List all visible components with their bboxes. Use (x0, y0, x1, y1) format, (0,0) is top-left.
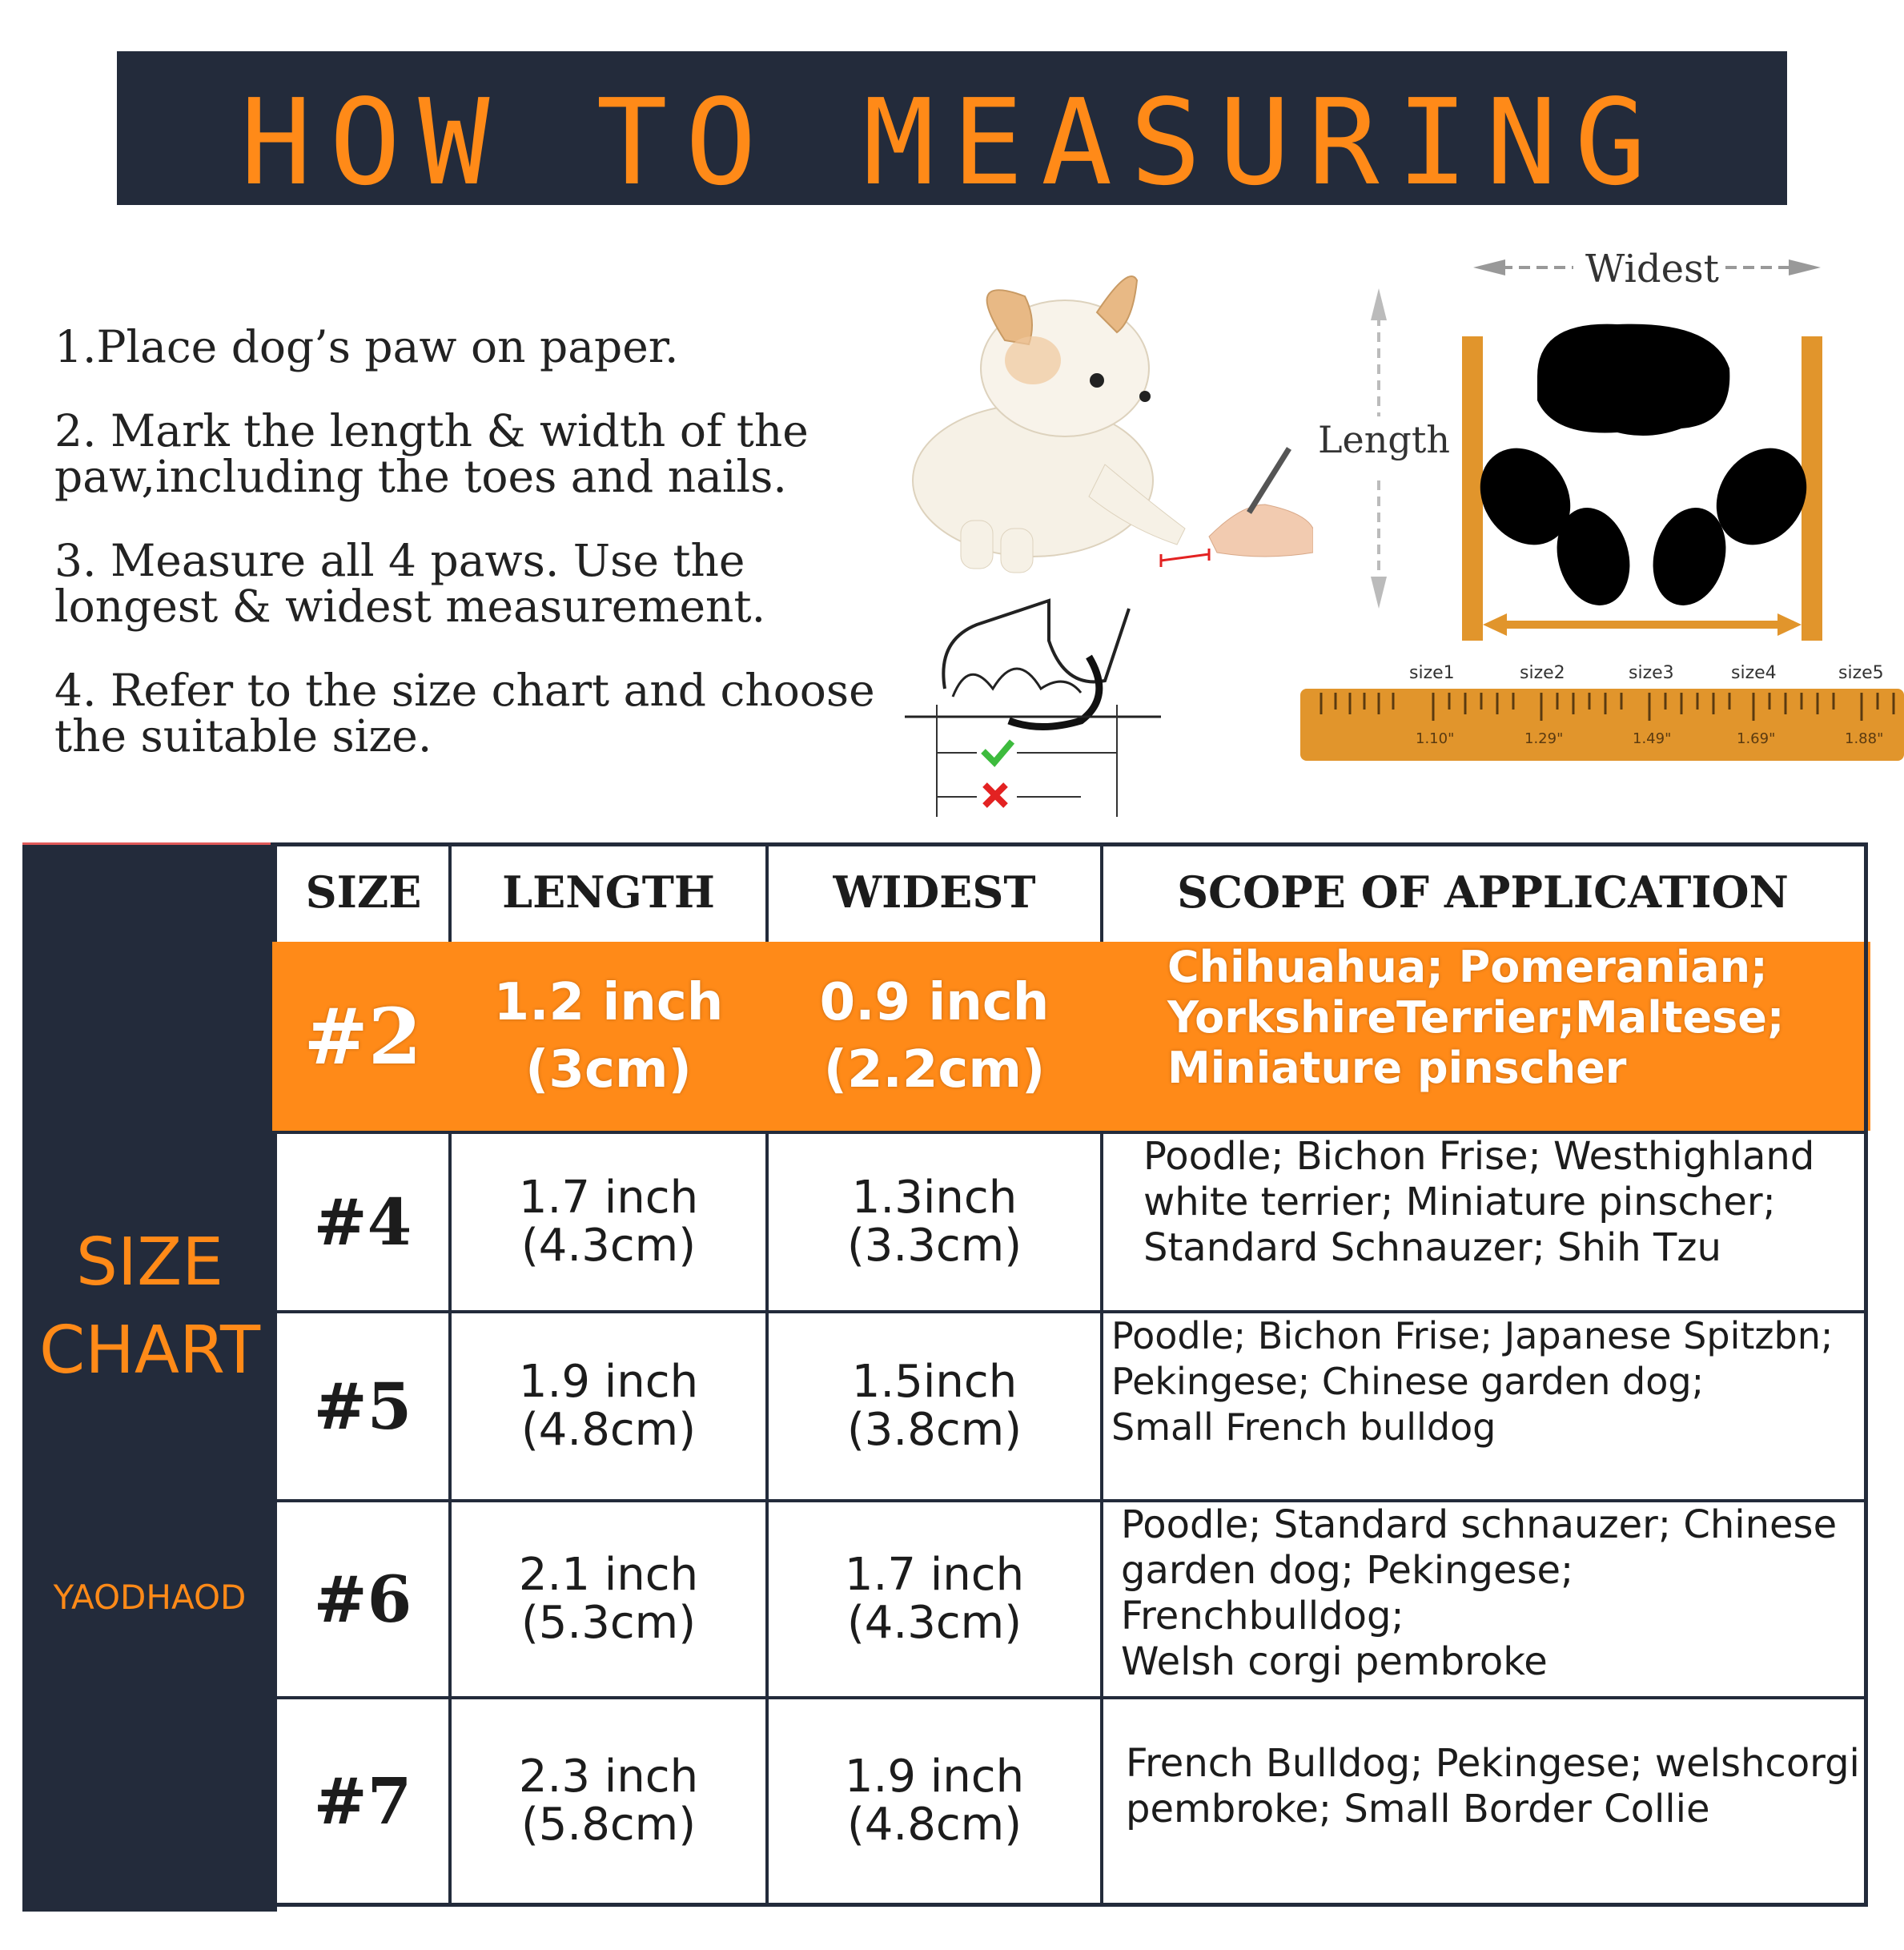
table-bottom-border (277, 1903, 1867, 1907)
length-cm: (4.8cm) (520, 1404, 697, 1456)
column-header-scope: SCOPE OF APPLICATION (1177, 866, 1789, 918)
length-cm: (5.8cm) (520, 1799, 697, 1851)
length-inch: 2.3 inch (518, 1751, 699, 1803)
scope-line: Poodle; Bichon Frise; Westhighland (1143, 1134, 1815, 1179)
sidebar-title-chart: CHART (38, 1313, 261, 1389)
size-value: #7 (313, 1763, 412, 1839)
column-divider (1100, 842, 1103, 942)
brand-name: YAODHAOD (53, 1578, 247, 1617)
length-value (452, 1134, 765, 1310)
table-right-border (1864, 842, 1868, 1907)
title-banner (117, 51, 1787, 211)
length-inch: 1.9 inch (518, 1356, 699, 1408)
ruler-size-3: size3 (1629, 663, 1674, 683)
table-top-border (277, 842, 1867, 846)
length-inch: 1.2 inch (493, 973, 724, 1032)
length-cm: (5.3cm) (520, 1597, 697, 1649)
length-label: Length (1318, 418, 1450, 461)
ruler-size-1: size1 (1409, 663, 1455, 683)
scope-line: Poodle; Bichon Frise; Japanese Spitzbn; (1111, 1314, 1834, 1357)
paw-outline-sketch (905, 593, 1177, 817)
ruler-value-1: 1.10" (1416, 730, 1455, 747)
paw-size-diagram (1297, 240, 1904, 769)
sidebar-title-size: SIZE (75, 1224, 224, 1301)
cross-icon (985, 785, 1006, 806)
widest-inch: 1.3inch (851, 1172, 1018, 1224)
size-value: #4 (313, 1184, 412, 1260)
length-value (452, 1502, 765, 1696)
widest-cm: (4.8cm) (846, 1799, 1022, 1851)
scope-line: white terrier; Miniature pinscher; (1143, 1180, 1776, 1224)
ruler-value-4: 1.69" (1737, 730, 1776, 747)
scope-value (1103, 1313, 1864, 1499)
widest-value (769, 1134, 1100, 1310)
check-icon (983, 742, 1012, 762)
widest-inch: 0.9 inch (819, 973, 1050, 1032)
scope-line: garden dog; Pekingese; Frenchbulldog; (1121, 1548, 1574, 1638)
scope-line: Standard Schnauzer; Shih Tzu (1143, 1225, 1721, 1270)
length-value (452, 1313, 765, 1499)
measuring-steps (54, 321, 879, 798)
widest-value (769, 1313, 1100, 1499)
widest-value (769, 1502, 1100, 1696)
widest-cm: (3.8cm) (846, 1404, 1022, 1456)
scope-value (1103, 1502, 1864, 1696)
step-2: 2. Mark the length & width of the paw,including the toes and nails. (54, 405, 809, 502)
widest-cm: (3.3cm) (846, 1220, 1022, 1272)
size-value: #6 (313, 1562, 412, 1637)
scope-line: Poodle; Standard schnauzer; Chinese (1121, 1502, 1838, 1547)
step-4: 4. Refer to the size chart and choose the suitable size. (54, 665, 875, 762)
column-header-size: SIZE (305, 866, 422, 918)
length-value (452, 942, 765, 1131)
column-divider (448, 842, 452, 942)
scope-value (1103, 1699, 1864, 1903)
ruler-value-5: 1.88" (1845, 730, 1884, 747)
scope-line: Pekingese; Chinese garden dog; (1111, 1360, 1705, 1403)
page-title: HOW TO MEASURING (240, 74, 1664, 211)
column-header-widest: WIDEST (833, 866, 1036, 918)
size-value: #5 (313, 1369, 412, 1444)
scope-line: Welsh corgi pembroke (1121, 1639, 1548, 1684)
size-chart-sidebar (22, 842, 277, 1912)
length-cm: (4.3cm) (520, 1220, 697, 1272)
widest-cm: (2.2cm) (823, 1040, 1046, 1100)
length-value (452, 1699, 765, 1903)
sidebar-accent-line (22, 842, 271, 845)
step-1: 1.Place dog’s paw on paper. (54, 321, 679, 372)
widest-cm: (4.3cm) (846, 1597, 1022, 1649)
scope-line: YorkshireTerrier;Maltese; (1167, 992, 1785, 1043)
widest-inch: 1.7 inch (844, 1549, 1025, 1601)
scope-line: Small French bulldog (1111, 1405, 1496, 1449)
widest-inch: 1.9 inch (844, 1751, 1025, 1803)
step-3: 3. Measure all 4 paws. Use the longest & widest measurement. (54, 535, 766, 632)
ruler-size-2: size2 (1520, 663, 1565, 683)
widest-label: Widest (1585, 247, 1719, 291)
scope-value (1103, 942, 1864, 1131)
widest-value (769, 942, 1100, 1131)
scope-value (1103, 1134, 1864, 1310)
ruler-value-2: 1.29" (1524, 730, 1564, 747)
ruler-size-5: size5 (1838, 663, 1884, 683)
length-inch: 1.7 inch (518, 1172, 699, 1224)
ruler-size-4: size4 (1731, 663, 1777, 683)
widest-inch: 1.5inch (851, 1356, 1018, 1408)
length-cm: (3cm) (525, 1040, 692, 1100)
size-value: #2 (303, 991, 422, 1082)
length-inch: 2.1 inch (518, 1549, 699, 1601)
scope-line: Miniature pinscher (1167, 1043, 1627, 1093)
ruler-value-3: 1.49" (1633, 730, 1672, 747)
widest-value (769, 1699, 1100, 1903)
scope-line: pembroke; Small Border Collie (1126, 1787, 1710, 1831)
chihuahua-photo (865, 264, 1313, 585)
column-divider (765, 842, 769, 942)
column-header-length: LENGTH (502, 866, 715, 918)
scope-line: Chihuahua; Pomeranian; (1167, 942, 1768, 992)
scope-line: French Bulldog; Pekingese; welshcorgi (1126, 1741, 1860, 1786)
